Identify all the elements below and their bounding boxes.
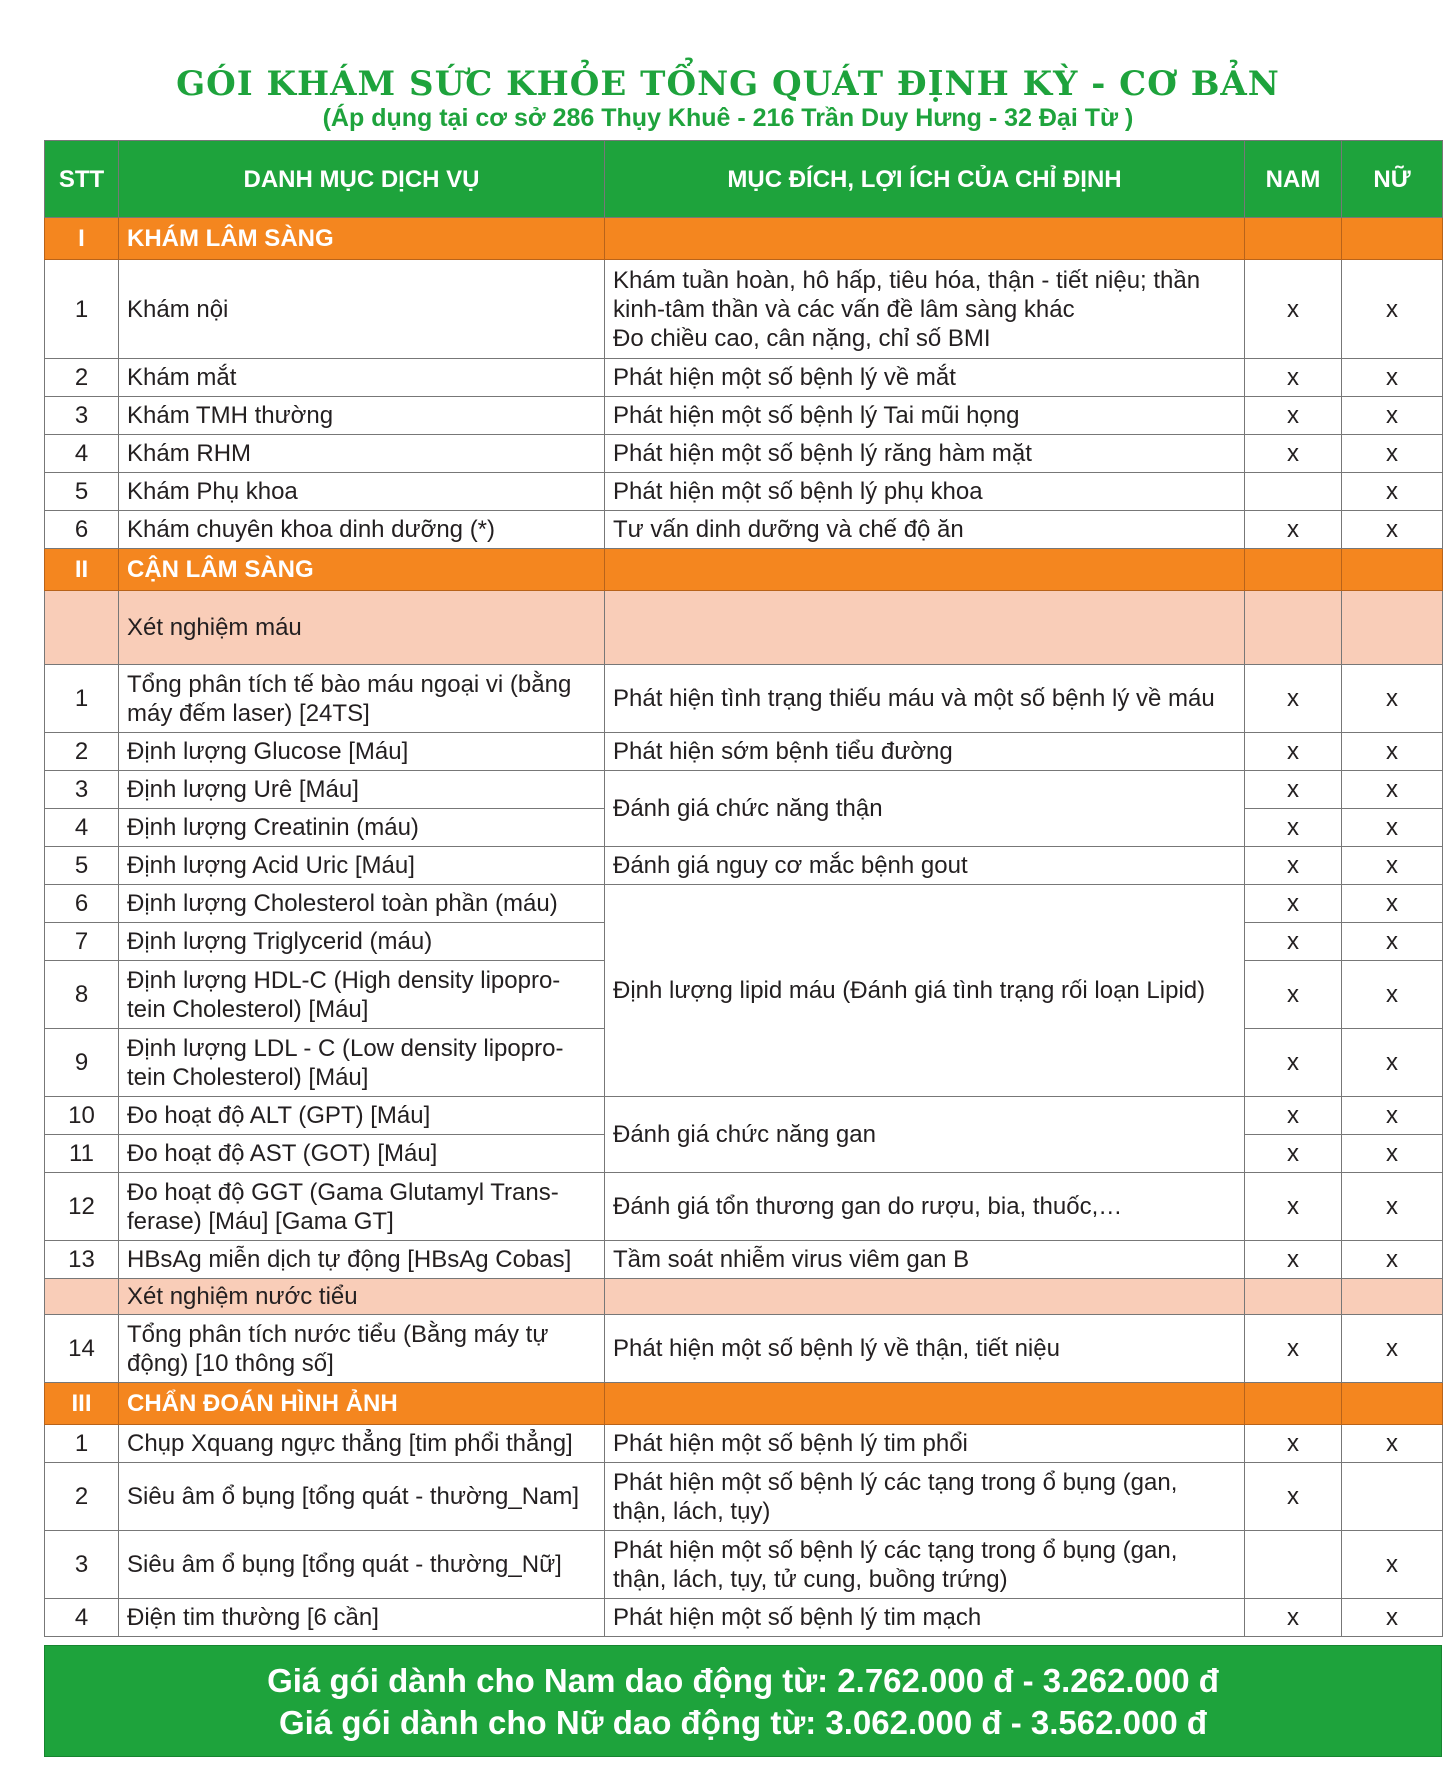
row-service: Định lượng HDL-C (High density lipopro- tein Cholesterol) [Máu] xyxy=(119,961,605,1029)
row-purpose: Phát hiện một số bệnh lý răng hàm mặt xyxy=(605,435,1245,473)
table-row xyxy=(45,665,1443,733)
row-male: x xyxy=(1245,1097,1342,1135)
table-row xyxy=(45,435,1443,473)
row-purpose: Phát hiện sớm bệnh tiểu đường xyxy=(605,733,1245,771)
section-row xyxy=(45,549,1443,591)
row-purpose: Đánh giá nguy cơ mắc bệnh gout xyxy=(605,847,1245,885)
row-female: x xyxy=(1342,847,1443,885)
row-female: x xyxy=(1342,1531,1443,1599)
row-female: x xyxy=(1342,359,1443,397)
row-service: Chụp Xquang ngực thẳng [tim phổi thẳng] xyxy=(119,1425,605,1463)
row-male: x xyxy=(1245,923,1342,961)
row-purpose: Phát hiện một số bệnh lý các tạng trong ổ bụng (gan, thận, lách, tụy) xyxy=(605,1463,1245,1531)
table-row xyxy=(45,1531,1443,1599)
row-stt: 1 xyxy=(45,260,119,359)
page-title: GÓI KHÁM SỨC KHỎE TỔNG QUÁT ĐỊNH KỲ - CƠ BẢN xyxy=(176,64,1280,104)
row-female: x xyxy=(1342,771,1443,809)
row-purpose: Phát hiện một số bệnh lý các tạng trong ổ bụng (gan, thận, lách, tụy, tử cung, buồng trứng) xyxy=(605,1531,1245,1599)
row-female: x xyxy=(1342,961,1443,1029)
row-stt: 9 xyxy=(45,1029,119,1097)
row-purpose: Phát hiện tình trạng thiếu máu và một số bệnh lý về máu xyxy=(605,665,1245,733)
row-female: x xyxy=(1342,1315,1443,1383)
row-purpose: Phát hiện một số bệnh lý về mắt xyxy=(605,359,1245,397)
section-code: II xyxy=(45,549,119,591)
row-male: x xyxy=(1245,1599,1342,1637)
row-service: Định lượng Urê [Máu] xyxy=(119,771,605,809)
table-row xyxy=(45,359,1443,397)
row-purpose: Đánh giá chức năng gan xyxy=(605,1097,1245,1173)
row-service: Tổng phân tích nước tiểu (Bằng máy tự động) [10 thông số] xyxy=(119,1315,605,1383)
row-stt: 14 xyxy=(45,1315,119,1383)
table-row xyxy=(45,1425,1443,1463)
page-subtitle: (Áp dụng tại cơ sở 286 Thụy Khuê - 216 Trần Duy Hưng - 32 Đại Từ ) xyxy=(322,104,1134,132)
table-row xyxy=(45,1241,1443,1279)
row-male: x xyxy=(1245,665,1342,733)
row-purpose: Định lượng lipid máu (Đánh giá tình trạng rối loạn Lipid) xyxy=(605,885,1245,1097)
table-row xyxy=(45,397,1443,435)
row-male: x xyxy=(1245,809,1342,847)
row-service: Đo hoạt độ GGT (Gama Glutamyl Trans- ferase) [Máu] [Gama GT] xyxy=(119,1173,605,1241)
row-female: x xyxy=(1342,1029,1443,1097)
row-female: x xyxy=(1342,665,1443,733)
row-purpose: Phát hiện một số bệnh lý phụ khoa xyxy=(605,473,1245,511)
section-row xyxy=(45,1383,1443,1425)
row-service: Định lượng Creatinin (máu) xyxy=(119,809,605,847)
table-row xyxy=(45,260,1443,359)
row-stt: 2 xyxy=(45,359,119,397)
row-stt: 2 xyxy=(45,1463,119,1531)
subsection-label: Xét nghiệm máu xyxy=(119,591,605,665)
price-male: Giá gói dành cho Nam dao động từ: 2.762.000 đ - 3.262.000 đ xyxy=(267,1662,1219,1699)
row-female: x xyxy=(1342,1241,1443,1279)
row-purpose: Tư vấn dinh dưỡng và chế độ ăn xyxy=(605,511,1245,549)
row-stt: 3 xyxy=(45,397,119,435)
row-service: Định lượng Glucose [Máu] xyxy=(119,733,605,771)
row-purpose: Phát hiện một số bệnh lý tim phổi xyxy=(605,1425,1245,1463)
row-service: Đo hoạt độ ALT (GPT) [Máu] xyxy=(119,1097,605,1135)
row-male xyxy=(1245,473,1342,511)
price-female: Giá gói dành cho Nữ dao động từ: 3.062.000 đ - 3.562.000 đ xyxy=(278,1704,1207,1741)
row-stt: 8 xyxy=(45,961,119,1029)
section-code: III xyxy=(45,1383,119,1425)
row-stt: 12 xyxy=(45,1173,119,1241)
row-service: Điện tim thường [6 cần] xyxy=(119,1599,605,1637)
row-male: x xyxy=(1245,1463,1342,1531)
row-female: x xyxy=(1342,511,1443,549)
row-purpose: Đánh giá chức năng thận xyxy=(605,771,1245,847)
table-row xyxy=(45,1463,1443,1531)
row-stt: 1 xyxy=(45,1425,119,1463)
row-service: Khám chuyên khoa dinh dưỡng (*) xyxy=(119,511,605,549)
row-purpose: Phát hiện một số bệnh lý tim mạch xyxy=(605,1599,1245,1637)
row-purpose: Đánh giá tổn thương gan do rượu, bia, thuốc,… xyxy=(605,1173,1245,1241)
row-female: x xyxy=(1342,733,1443,771)
row-purpose: Khám tuần hoàn, hô hấp, tiêu hóa, thận - tiết niệu; thần kinh-tâm thần và các vấn đề lâm sàng khác Đo chiều cao, cân nặng, chỉ số BMI xyxy=(605,260,1245,359)
table-row xyxy=(45,1097,1443,1135)
row-service: Khám nội xyxy=(119,260,605,359)
row-male: x xyxy=(1245,511,1342,549)
row-purpose: Phát hiện một số bệnh lý Tai mũi họng xyxy=(605,397,1245,435)
row-service: Tổng phân tích tế bào máu ngoại vi (bằng máy đếm laser) [24TS] xyxy=(119,665,605,733)
row-male: x xyxy=(1245,847,1342,885)
row-stt: 4 xyxy=(45,435,119,473)
row-stt: 3 xyxy=(45,771,119,809)
row-stt: 2 xyxy=(45,733,119,771)
row-male xyxy=(1245,1531,1342,1599)
row-male: x xyxy=(1245,435,1342,473)
table-header-row xyxy=(45,141,1443,218)
row-female: x xyxy=(1342,1135,1443,1173)
table-row xyxy=(45,1599,1443,1637)
row-male: x xyxy=(1245,359,1342,397)
row-service: Siêu âm ổ bụng [tổng quát - thường_Nam] xyxy=(119,1463,605,1531)
row-male: x xyxy=(1245,733,1342,771)
row-service: HBsAg miễn dịch tự động [HBsAg Cobas] xyxy=(119,1241,605,1279)
row-service: Siêu âm ổ bụng [tổng quát - thường_Nữ] xyxy=(119,1531,605,1599)
subsection-row xyxy=(45,591,1443,665)
row-service: Khám Phụ khoa xyxy=(119,473,605,511)
row-male: x xyxy=(1245,885,1342,923)
section-name: CẬN LÂM SÀNG xyxy=(119,549,605,591)
row-stt: 6 xyxy=(45,885,119,923)
row-female: x xyxy=(1342,923,1443,961)
row-stt: 1 xyxy=(45,665,119,733)
table-row xyxy=(45,473,1443,511)
row-female: x xyxy=(1342,397,1443,435)
row-male: x xyxy=(1245,1173,1342,1241)
row-female: x xyxy=(1342,885,1443,923)
table-row xyxy=(45,885,1443,923)
row-male: x xyxy=(1245,1241,1342,1279)
row-stt: 4 xyxy=(45,809,119,847)
row-service: Định lượng Cholesterol toàn phần (máu) xyxy=(119,885,605,923)
section-code: I xyxy=(45,218,119,260)
header-service: DANH MỤC DỊCH VỤ xyxy=(119,141,605,218)
row-stt: 3 xyxy=(45,1531,119,1599)
row-service: Định lượng LDL - C (Low density lipopro- tein Cholesterol) [Máu] xyxy=(119,1029,605,1097)
row-female: x xyxy=(1342,435,1443,473)
row-male: x xyxy=(1245,1029,1342,1097)
row-male: x xyxy=(1245,1315,1342,1383)
row-female: x xyxy=(1342,1097,1443,1135)
row-male: x xyxy=(1245,961,1342,1029)
row-stt: 13 xyxy=(45,1241,119,1279)
row-stt: 11 xyxy=(45,1135,119,1173)
section-name: KHÁM LÂM SÀNG xyxy=(119,218,605,260)
row-female: x xyxy=(1342,1599,1443,1637)
table-row xyxy=(45,847,1443,885)
row-female: x xyxy=(1342,809,1443,847)
header-female: NỮ xyxy=(1342,141,1443,218)
row-stt: 5 xyxy=(45,847,119,885)
row-female: x xyxy=(1342,1173,1443,1241)
table-row xyxy=(45,1315,1443,1383)
row-female: x xyxy=(1342,1425,1443,1463)
row-stt: 7 xyxy=(45,923,119,961)
row-purpose: Phát hiện một số bệnh lý về thận, tiết niệu xyxy=(605,1315,1245,1383)
row-stt: 10 xyxy=(45,1097,119,1135)
table-row xyxy=(45,1173,1443,1241)
row-male: x xyxy=(1245,397,1342,435)
row-stt: 4 xyxy=(45,1599,119,1637)
row-male: x xyxy=(1245,1425,1342,1463)
section-name: CHẨN ĐOÁN HÌNH ẢNH xyxy=(119,1383,605,1425)
row-stt: 5 xyxy=(45,473,119,511)
price-banner xyxy=(44,1645,1442,1757)
table-row xyxy=(45,511,1443,549)
row-female xyxy=(1342,1463,1443,1531)
table-row xyxy=(45,771,1443,809)
subsection-row xyxy=(45,1279,1443,1315)
section-row xyxy=(45,218,1443,260)
row-female: x xyxy=(1342,260,1443,359)
header-male: NAM xyxy=(1245,141,1342,218)
row-female: x xyxy=(1342,473,1443,511)
row-service: Khám mắt xyxy=(119,359,605,397)
row-male: x xyxy=(1245,260,1342,359)
row-service: Khám TMH thường xyxy=(119,397,605,435)
row-stt: 6 xyxy=(45,511,119,549)
service-table xyxy=(44,140,1443,1637)
row-purpose: Tầm soát nhiễm virus viêm gan B xyxy=(605,1241,1245,1279)
row-service: Khám RHM xyxy=(119,435,605,473)
row-service: Đo hoạt độ AST (GOT) [Máu] xyxy=(119,1135,605,1173)
row-service: Định lượng Acid Uric [Máu] xyxy=(119,847,605,885)
header-purpose: MỤC ĐÍCH, LỢI ÍCH CỦA CHỈ ĐỊNH xyxy=(605,141,1245,218)
row-male: x xyxy=(1245,1135,1342,1173)
table-row xyxy=(45,733,1443,771)
row-male: x xyxy=(1245,771,1342,809)
subsection-label: Xét nghiệm nước tiểu xyxy=(119,1279,605,1315)
header-stt: STT xyxy=(45,141,119,218)
row-service: Định lượng Triglycerid (máu) xyxy=(119,923,605,961)
